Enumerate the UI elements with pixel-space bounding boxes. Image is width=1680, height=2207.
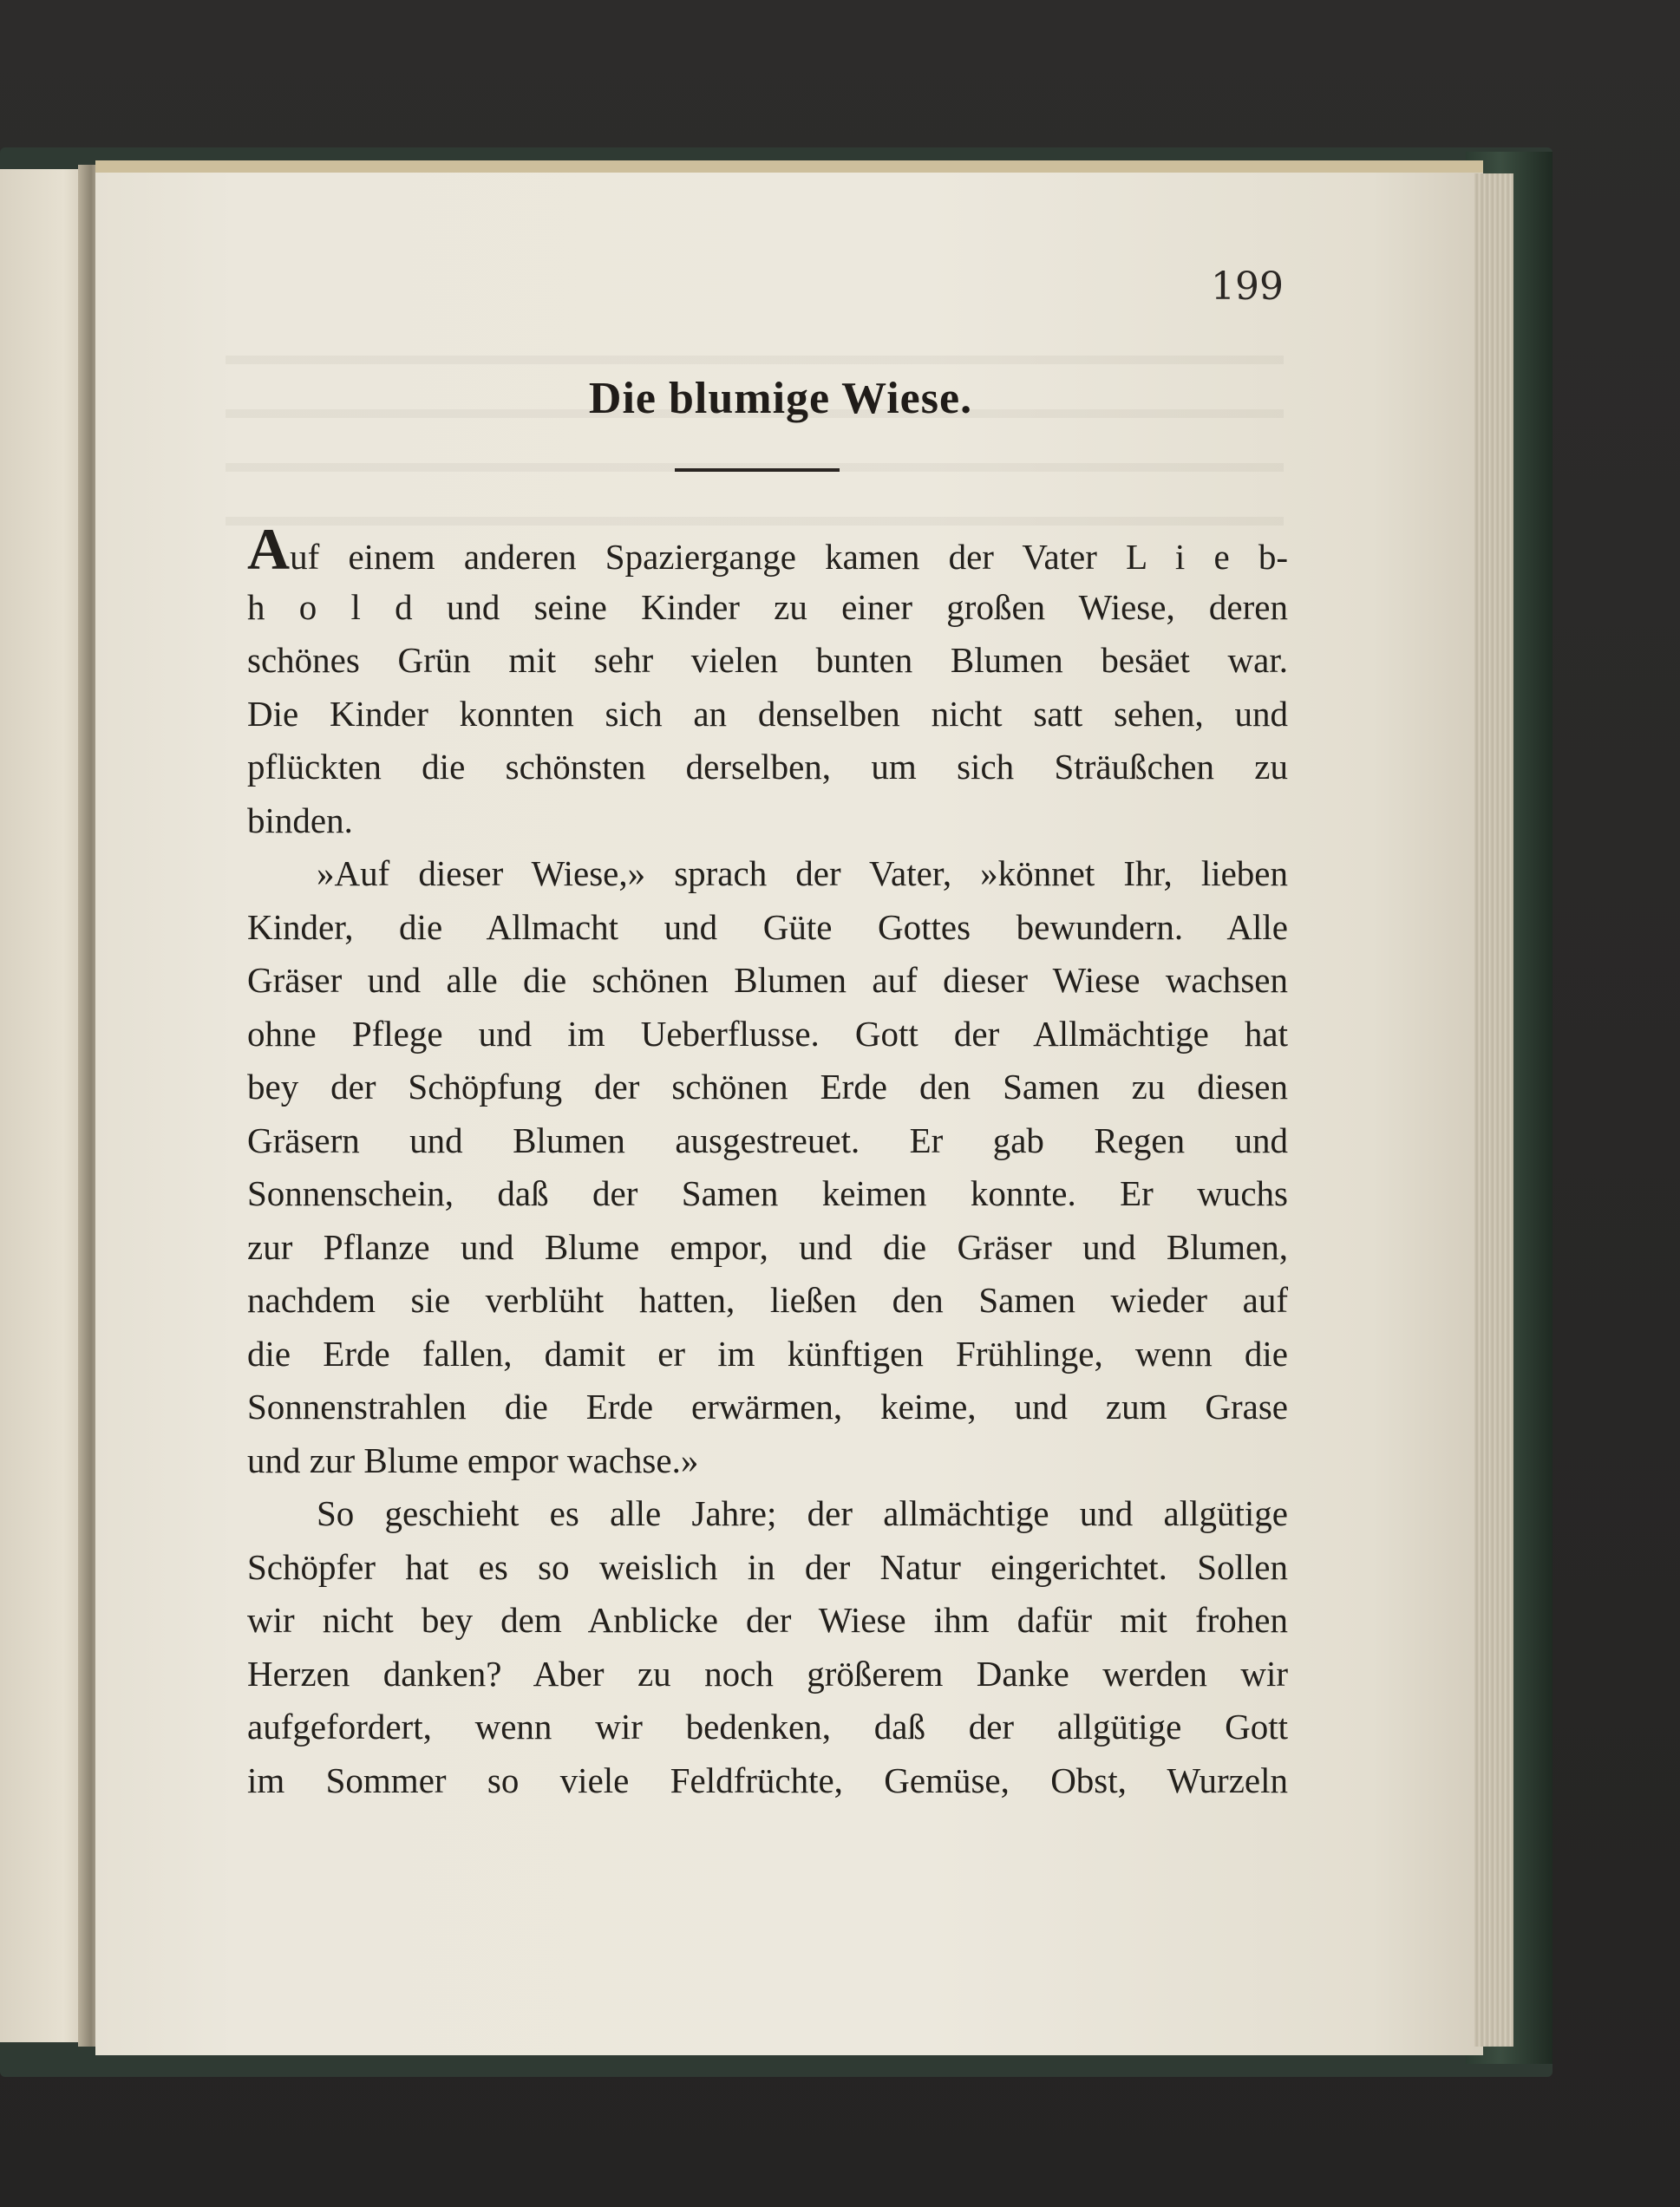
text-line: So geschieht es alle Jahre; der allmächtige und allgütige bbox=[317, 1493, 1288, 1533]
text-line: Herzen danken? Aber zu noch größerem Danke werden wir bbox=[247, 1653, 1288, 1694]
text-line: Sonnenstrahlen die Erde erwärmen, keime, und zum Grase bbox=[247, 1387, 1288, 1427]
text-line: im Sommer so viele Feldfrüchte, Gemüse, Obst, Wurzeln bbox=[247, 1760, 1288, 1800]
text-line: die Erde fallen, damit er im künftigen Frühlinge, wenn die bbox=[247, 1333, 1288, 1374]
page-edges bbox=[1474, 173, 1513, 2047]
text-line: h o l d und seine Kinder zu einer großen Wiese, deren bbox=[247, 586, 1288, 627]
text-line: Schöpfer hat es so weislich in der Natur eingerichtet. Sollen bbox=[247, 1546, 1288, 1587]
show-through bbox=[226, 330, 1284, 538]
text-line bbox=[247, 516, 1288, 582]
page-number: 199 bbox=[1211, 264, 1284, 309]
text-line: bey der Schöpfung der schönen Erde den Samen zu diesen bbox=[247, 1067, 1288, 1107]
text-line: Kinder, die Allmacht und Güte Gottes bewundern. Alle bbox=[247, 906, 1288, 947]
body-text bbox=[247, 516, 1288, 1807]
text-line: Sonnenschein, daß der Samen keimen konnte. Er wuchs bbox=[247, 1173, 1288, 1213]
text-line: zur Pflanze und Blume empor, und die Gräser und Blumen, bbox=[247, 1226, 1288, 1267]
text-line: ohne Pflege und im Ueberflusse. Gott der Allmächtige hat bbox=[247, 1013, 1288, 1054]
text-line: Gräsern und Blumen ausgestreuet. Er gab Regen und bbox=[247, 1120, 1288, 1160]
text-line: pflückten die schönsten derselben, um sich Sträußchen zu bbox=[247, 747, 1288, 787]
text-line: nachdem sie verblüht hatten, ließen den Samen wieder auf bbox=[247, 1280, 1288, 1320]
text-line: wir nicht bey dem Anblicke der Wiese ihm dafür mit frohen bbox=[247, 1600, 1288, 1640]
title-rule bbox=[675, 468, 840, 472]
paragraph bbox=[247, 847, 1288, 1487]
text-line: binden. bbox=[247, 800, 353, 840]
paragraph bbox=[247, 1487, 1288, 1807]
text-line: Die Kinder konnten sich an denselben nicht satt sehen, und bbox=[247, 693, 1288, 734]
text-line: schönes Grün mit sehr vielen bunten Blumen besäet war. bbox=[247, 640, 1288, 680]
drop-cap: A bbox=[247, 516, 291, 582]
text-line-content: uf einem anderen Spaziergange kamen der Vater L i e b- bbox=[290, 537, 1288, 577]
paragraph bbox=[247, 516, 1288, 847]
text-line: aufgefordert, wenn wir bedenken, daß der allgütige Gott bbox=[247, 1707, 1288, 1747]
text-line: und zur Blume empor wachse.» bbox=[247, 1440, 699, 1480]
text-line: Gräser und alle die schönen Blumen auf dieser Wiese wachsen bbox=[247, 960, 1288, 1000]
page-title: Die blumige Wiese. bbox=[588, 374, 973, 423]
text-line: »Auf dieser Wiese,» sprach der Vater, »könnet Ihr, lieben bbox=[317, 853, 1288, 893]
